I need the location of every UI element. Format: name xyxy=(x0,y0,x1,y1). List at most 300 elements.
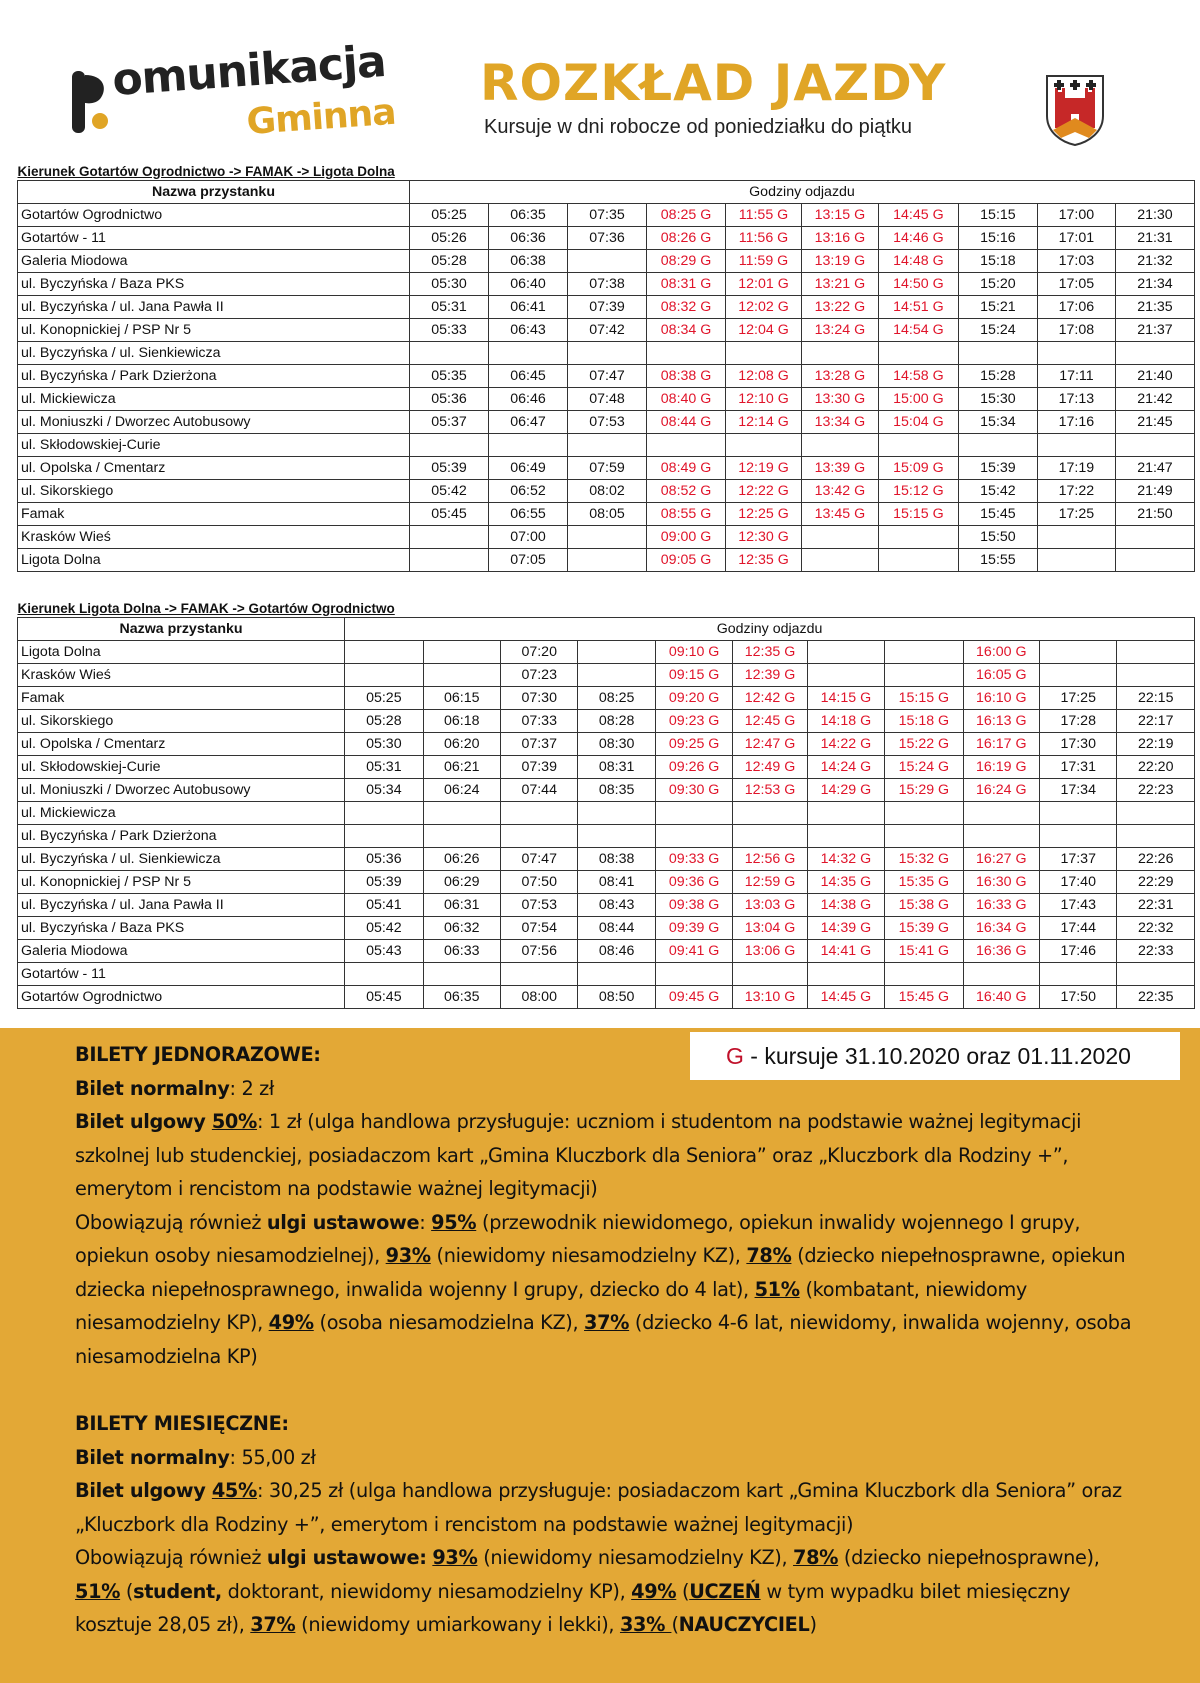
departure-time: 15:24 xyxy=(958,319,1037,342)
departure-time xyxy=(1040,664,1117,687)
departure-time: 13:21 G xyxy=(801,273,878,296)
stop-name: ul. Moniuszki / Dworzec Autobusowy xyxy=(18,411,410,434)
departure-time: 15:45 G xyxy=(885,986,963,1009)
departure-time: 05:31 xyxy=(409,296,488,319)
departure-time xyxy=(885,802,963,825)
departure-time xyxy=(1115,549,1194,572)
departure-time: 21:40 xyxy=(1115,365,1194,388)
departure-time: 12:47 G xyxy=(733,733,807,756)
departure-time: 09:38 G xyxy=(655,894,732,917)
departure-time: 17:25 xyxy=(1037,503,1115,526)
departure-time: 08:25 G xyxy=(647,204,726,227)
coat-of-arms-icon xyxy=(1045,74,1105,146)
departure-time: 22:35 xyxy=(1117,986,1195,1009)
departure-time: 14:18 G xyxy=(807,710,884,733)
departure-time: 22:32 xyxy=(1117,917,1195,940)
departure-time xyxy=(647,342,726,365)
departure-time: 08:05 xyxy=(568,503,647,526)
fares-text xyxy=(75,1038,1135,1642)
departure-time: 17:28 xyxy=(1040,710,1117,733)
departure-time: 09:26 G xyxy=(655,756,732,779)
stop-name: ul. Skłodowskiej-Curie xyxy=(18,434,410,457)
logo-word-gminna: Gminna xyxy=(245,91,397,143)
departure-time: 12:35 G xyxy=(733,641,807,664)
departure-time: 09:39 G xyxy=(655,917,732,940)
direction-row xyxy=(18,599,1195,618)
table-row xyxy=(18,457,1195,480)
departure-time xyxy=(963,825,1039,848)
departure-time: 16:27 G xyxy=(963,848,1039,871)
departure-time: 14:15 G xyxy=(807,687,884,710)
table-row xyxy=(18,365,1195,388)
departure-time: 08:34 G xyxy=(647,319,726,342)
departure-time: 15:55 xyxy=(958,549,1037,572)
departure-time: 12:10 G xyxy=(726,388,802,411)
departure-time: 06:15 xyxy=(423,687,500,710)
departure-time: 05:43 xyxy=(345,940,423,963)
departure-time: 05:25 xyxy=(409,204,488,227)
departure-time: 17:25 xyxy=(1040,687,1117,710)
table-row xyxy=(18,963,1195,986)
departure-time: 12:35 G xyxy=(726,549,802,572)
departure-time xyxy=(501,825,578,848)
departure-time: 21:47 xyxy=(1115,457,1194,480)
departure-time xyxy=(885,963,963,986)
departure-time: 08:40 G xyxy=(647,388,726,411)
departure-time: 15:29 G xyxy=(885,779,963,802)
departure-time xyxy=(578,825,655,848)
stop-name: ul. Opolska / Cmentarz xyxy=(18,733,345,756)
departure-time xyxy=(1037,434,1115,457)
departure-time: 09:33 G xyxy=(655,848,732,871)
departure-time xyxy=(807,802,884,825)
departure-time: 08:44 xyxy=(578,917,655,940)
departure-time: 17:00 xyxy=(1037,204,1115,227)
departure-time: 21:32 xyxy=(1115,250,1194,273)
departure-time: 13:28 G xyxy=(801,365,878,388)
departure-time: 22:19 xyxy=(1117,733,1195,756)
departure-time: 07:23 xyxy=(501,664,578,687)
g-marker: G xyxy=(726,1043,744,1069)
departure-time: 22:17 xyxy=(1117,710,1195,733)
departure-time: 14:29 G xyxy=(807,779,884,802)
departure-time: 15:15 G xyxy=(885,687,963,710)
single-statutory-line-1: Obowiązują również ulgi ustawowe: 95% (przewodnik niewidomego, opiekun inwalidy wojennego I grupy, xyxy=(75,1210,1081,1234)
departure-time: 15:24 G xyxy=(885,756,963,779)
departure-time: 17:40 xyxy=(1040,871,1117,894)
stop-name: Krasków Wieś xyxy=(18,664,345,687)
departure-time: 06:55 xyxy=(489,503,568,526)
departure-time xyxy=(807,825,884,848)
departure-time xyxy=(1117,664,1195,687)
stop-name: Famak xyxy=(18,503,410,526)
departure-time: 07:30 xyxy=(501,687,578,710)
header xyxy=(0,0,1200,158)
departure-time xyxy=(423,963,500,986)
departure-time: 15:45 xyxy=(958,503,1037,526)
departure-time: 16:19 G xyxy=(963,756,1039,779)
table-row xyxy=(18,204,1195,227)
departure-time: 15:00 G xyxy=(878,388,958,411)
departure-time: 06:40 xyxy=(489,273,568,296)
stop-name: Galeria Miodowa xyxy=(18,940,345,963)
departure-time: 06:52 xyxy=(489,480,568,503)
table-row xyxy=(18,250,1195,273)
departure-time xyxy=(578,802,655,825)
single-reduced-line-1: Bilet ulgowy 50%: 1 zł (ulga handlowa przysługuje: uczniom i studentom na podstawie ważnej legitymacji xyxy=(75,1110,1082,1133)
departure-time: 17:01 xyxy=(1037,227,1115,250)
departure-time: 07:42 xyxy=(568,319,647,342)
departure-time: 08:55 G xyxy=(647,503,726,526)
departure-time xyxy=(1037,549,1115,572)
departure-time: 05:35 xyxy=(409,365,488,388)
departure-time xyxy=(885,664,963,687)
departure-time: 15:50 xyxy=(958,526,1037,549)
departure-time xyxy=(1115,342,1194,365)
departure-time: 22:26 xyxy=(1117,848,1195,871)
departure-time: 05:26 xyxy=(409,227,488,250)
table-row xyxy=(18,687,1195,710)
table-row xyxy=(18,894,1195,917)
komunikacja-gminna-logo xyxy=(70,36,400,150)
table-row xyxy=(18,273,1195,296)
stop-name: Gotartów Ogrodnictwo xyxy=(18,204,410,227)
departure-time: 15:20 xyxy=(958,273,1037,296)
departure-time: 17:34 xyxy=(1040,779,1117,802)
departure-time: 17:05 xyxy=(1037,273,1115,296)
departure-time: 06:32 xyxy=(423,917,500,940)
departure-time: 13:34 G xyxy=(801,411,878,434)
departure-time: 16:10 G xyxy=(963,687,1039,710)
departure-time: 07:50 xyxy=(501,871,578,894)
departure-time: 12:59 G xyxy=(733,871,807,894)
departure-time xyxy=(807,641,884,664)
stop-name: Krasków Wieś xyxy=(18,526,410,549)
departure-time: 16:34 G xyxy=(963,917,1039,940)
single-statutory-line-4: niesamodzielny KP), 49% (osoba niesamodzielna KZ), 37% (dziecko 4-6 lat, niewidomy, inwalida wojenny, osoba xyxy=(75,1311,1132,1334)
departure-time: 05:39 xyxy=(345,871,423,894)
table-row xyxy=(18,779,1195,802)
departure-time xyxy=(958,342,1037,365)
table-row xyxy=(18,802,1195,825)
monthly-reduced-line-2: „Kluczbork dla Rodziny +”, emerytom i rencistom na podstawie ważnej legitymacji) xyxy=(75,1512,854,1536)
table-row xyxy=(18,503,1195,526)
departure-time xyxy=(655,802,732,825)
departure-time: 15:30 xyxy=(958,388,1037,411)
departure-time: 15:21 xyxy=(958,296,1037,319)
departure-time: 09:00 G xyxy=(647,526,726,549)
departure-time: 21:34 xyxy=(1115,273,1194,296)
departure-time: 14:45 G xyxy=(807,986,884,1009)
header-row xyxy=(18,618,1195,641)
departure-time xyxy=(878,434,958,457)
table-row xyxy=(18,480,1195,503)
departure-time: 14:58 G xyxy=(878,365,958,388)
table-row xyxy=(18,825,1195,848)
departure-time: 15:41 G xyxy=(885,940,963,963)
departure-time: 06:36 xyxy=(489,227,568,250)
departure-time: 09:15 G xyxy=(655,664,732,687)
departure-time: 12:39 G xyxy=(733,664,807,687)
timetable-direction-2 xyxy=(17,599,1195,1009)
departure-time xyxy=(1037,526,1115,549)
departure-time xyxy=(801,549,878,572)
departure-time: 11:59 G xyxy=(726,250,802,273)
departure-time: 06:26 xyxy=(423,848,500,871)
departure-time: 16:40 G xyxy=(963,986,1039,1009)
departure-time: 09:25 G xyxy=(655,733,732,756)
departure-time: 07:36 xyxy=(568,227,647,250)
stop-name: ul. Byczyńska / ul. Jana Pawła II xyxy=(18,894,345,917)
departure-time: 13:15 G xyxy=(801,204,878,227)
departure-time: 05:30 xyxy=(345,733,423,756)
departure-time: 21:37 xyxy=(1115,319,1194,342)
departure-time xyxy=(733,802,807,825)
departure-time xyxy=(885,641,963,664)
departure-time xyxy=(807,664,884,687)
table-row xyxy=(18,411,1195,434)
departure-time xyxy=(1040,802,1117,825)
stop-name: ul. Byczyńska / ul. Sienkiewicza xyxy=(18,848,345,871)
departure-time xyxy=(345,825,423,848)
departure-time: 22:33 xyxy=(1117,940,1195,963)
departure-time xyxy=(1040,641,1117,664)
departure-time: 14:48 G xyxy=(878,250,958,273)
departure-time: 14:22 G xyxy=(807,733,884,756)
departure-time: 12:25 G xyxy=(726,503,802,526)
departure-time: 16:36 G xyxy=(963,940,1039,963)
stop-name: Gotartów - 11 xyxy=(18,227,410,250)
departure-time xyxy=(409,434,488,457)
single-reduced-line-2: szkolnej lub studenckiej, posiadaczom kart „Gmina Kluczbork dla Seniora” oraz „Kluczbork dla Rodziny +”, xyxy=(75,1143,1069,1167)
departure-time: 06:46 xyxy=(489,388,568,411)
departure-time: 09:05 G xyxy=(647,549,726,572)
departure-time: 13:19 G xyxy=(801,250,878,273)
departure-time xyxy=(568,526,647,549)
departure-time: 12:19 G xyxy=(726,457,802,480)
departure-time: 15:38 G xyxy=(885,894,963,917)
departure-time: 07:38 xyxy=(568,273,647,296)
departure-time: 15:12 G xyxy=(878,480,958,503)
departure-time xyxy=(1115,526,1194,549)
departure-time: 07:20 xyxy=(501,641,578,664)
departure-time: 14:35 G xyxy=(807,871,884,894)
departure-time: 07:59 xyxy=(568,457,647,480)
departure-time: 21:49 xyxy=(1115,480,1194,503)
departure-time: 22:15 xyxy=(1117,687,1195,710)
departure-time: 05:25 xyxy=(345,687,423,710)
monthly-statutory-line-1: Obowiązują również ulgi ustawowe: 93% (niewidomy niesamodzielny KZ), 78% (dziecko niepełnosprawne), xyxy=(75,1546,1100,1569)
departure-time: 15:18 G xyxy=(885,710,963,733)
departure-time xyxy=(1117,963,1195,986)
departure-time: 09:23 G xyxy=(655,710,732,733)
departure-time xyxy=(501,963,578,986)
departure-time: 17:30 xyxy=(1040,733,1117,756)
departure-time xyxy=(878,342,958,365)
departure-time: 15:16 xyxy=(958,227,1037,250)
departure-time xyxy=(733,963,807,986)
departure-time: 07:44 xyxy=(501,779,578,802)
times-column-header: Godziny odjazdu xyxy=(345,618,1195,641)
departure-time: 13:06 G xyxy=(733,940,807,963)
stop-name: ul. Konopnickiej / PSP Nr 5 xyxy=(18,871,345,894)
single-statutory-line-2: opiekun osoby niesamodzielnej), 93% (niewidomy niesamodzielny KZ), 78% (dziecko niepełnosprawne, opiekun xyxy=(75,1244,1126,1267)
stop-name: ul. Byczyńska / Park Dzierżona xyxy=(18,825,345,848)
departure-time xyxy=(409,549,488,572)
departure-time: 08:00 xyxy=(501,986,578,1009)
departure-time: 05:30 xyxy=(409,273,488,296)
direction-label: Kierunek Gotartów Ogrodnictwo -> FAMAK -> Ligota Dolna xyxy=(17,163,395,179)
table-row xyxy=(18,227,1195,250)
departure-time: 17:37 xyxy=(1040,848,1117,871)
departure-time: 12:14 G xyxy=(726,411,802,434)
single-statutory-line-3: dziecka niepełnosprawnego, inwalida wojenny I grupy, dziecko do 4 lat), 51% (kombatant, niewidomy xyxy=(75,1277,1027,1301)
departure-time: 05:31 xyxy=(345,756,423,779)
departure-time: 14:46 G xyxy=(878,227,958,250)
departure-time: 07:47 xyxy=(501,848,578,871)
departure-time: 17:22 xyxy=(1037,480,1115,503)
departure-time: 17:06 xyxy=(1037,296,1115,319)
departure-time xyxy=(807,963,884,986)
departure-time: 16:24 G xyxy=(963,779,1039,802)
stop-name: Ligota Dolna xyxy=(18,549,410,572)
departure-time: 08:31 G xyxy=(647,273,726,296)
table-row xyxy=(18,296,1195,319)
g-legend-text: - kursuje 31.10.2020 oraz 01.11.2020 xyxy=(743,1043,1131,1069)
stop-name: ul. Byczyńska / Baza PKS xyxy=(18,917,345,940)
table-row xyxy=(18,342,1195,365)
departure-time: 15:04 G xyxy=(878,411,958,434)
departure-time: 14:41 G xyxy=(807,940,884,963)
departure-time: 16:17 G xyxy=(963,733,1039,756)
departure-time: 14:38 G xyxy=(807,894,884,917)
departure-time: 05:37 xyxy=(409,411,488,434)
departure-time: 22:23 xyxy=(1117,779,1195,802)
departure-time: 13:30 G xyxy=(801,388,878,411)
departure-time: 15:42 xyxy=(958,480,1037,503)
departure-time: 15:34 xyxy=(958,411,1037,434)
stop-name: ul. Sikorskiego xyxy=(18,480,410,503)
departure-time xyxy=(1040,963,1117,986)
departure-time: 13:03 G xyxy=(733,894,807,917)
departure-time: 05:34 xyxy=(345,779,423,802)
departure-time: 17:44 xyxy=(1040,917,1117,940)
stop-name: Famak xyxy=(18,687,345,710)
departure-time: 21:45 xyxy=(1115,411,1194,434)
departure-time: 06:49 xyxy=(489,457,568,480)
departure-time: 13:39 G xyxy=(801,457,878,480)
departure-time: 14:50 G xyxy=(878,273,958,296)
departure-time: 08:30 xyxy=(578,733,655,756)
departure-time: 13:22 G xyxy=(801,296,878,319)
table-row xyxy=(18,940,1195,963)
departure-time: 14:39 G xyxy=(807,917,884,940)
departure-time: 12:53 G xyxy=(733,779,807,802)
stop-column-header: Nazwa przystanku xyxy=(18,181,410,204)
departure-time: 17:31 xyxy=(1040,756,1117,779)
table-row xyxy=(18,986,1195,1009)
departure-time: 13:45 G xyxy=(801,503,878,526)
departure-time: 05:39 xyxy=(409,457,488,480)
departure-time: 07:00 xyxy=(489,526,568,549)
departure-time: 15:28 xyxy=(958,365,1037,388)
departure-time: 06:41 xyxy=(489,296,568,319)
departure-time: 12:42 G xyxy=(733,687,807,710)
departure-time xyxy=(801,434,878,457)
departure-time: 06:20 xyxy=(423,733,500,756)
stop-name: ul. Mickiewicza xyxy=(18,388,410,411)
departure-time: 05:42 xyxy=(409,480,488,503)
direction-label: Kierunek Ligota Dolna -> FAMAK -> Gotartów Ogrodnictwo xyxy=(17,600,395,616)
table-row xyxy=(18,710,1195,733)
departure-time: 22:29 xyxy=(1117,871,1195,894)
departure-time: 08:02 xyxy=(568,480,647,503)
departure-time xyxy=(423,641,500,664)
departure-time xyxy=(1117,802,1195,825)
timetable-direction-1 xyxy=(17,162,1195,572)
departure-time xyxy=(878,526,958,549)
departure-time: 17:19 xyxy=(1037,457,1115,480)
departure-time: 14:51 G xyxy=(878,296,958,319)
monthly-reduced-line-1: Bilet ulgowy 45%: 30,25 zł (ulga handlowa przysługuje: posiadaczom kart „Gmina Kluczbork dla Seniora” oraz xyxy=(75,1479,1122,1502)
departure-time: 06:35 xyxy=(423,986,500,1009)
direction-row xyxy=(18,162,1195,181)
departure-time xyxy=(655,825,732,848)
header-row xyxy=(18,181,1195,204)
departure-time: 12:56 G xyxy=(733,848,807,871)
departure-time: 17:50 xyxy=(1040,986,1117,1009)
departure-time: 08:28 xyxy=(578,710,655,733)
departure-time: 17:13 xyxy=(1037,388,1115,411)
departure-time: 05:42 xyxy=(345,917,423,940)
departure-time xyxy=(1117,641,1195,664)
departure-time: 07:47 xyxy=(568,365,647,388)
departure-time: 08:38 G xyxy=(647,365,726,388)
departure-time: 07:33 xyxy=(501,710,578,733)
departure-time xyxy=(568,434,647,457)
departure-time: 12:30 G xyxy=(726,526,802,549)
departure-time xyxy=(655,963,732,986)
departure-time: 06:38 xyxy=(489,250,568,273)
departure-time: 11:56 G xyxy=(726,227,802,250)
departure-time: 22:31 xyxy=(1117,894,1195,917)
departure-time: 17:03 xyxy=(1037,250,1115,273)
table-row xyxy=(18,319,1195,342)
single-normal-line: Bilet normalny: 2 zł xyxy=(75,1076,275,1100)
departure-time: 08:35 xyxy=(578,779,655,802)
stop-name: ul. Sikorskiego xyxy=(18,710,345,733)
departure-time: 09:45 G xyxy=(655,986,732,1009)
stop-name: ul. Mickiewicza xyxy=(18,802,345,825)
departure-time: 05:36 xyxy=(409,388,488,411)
table-row xyxy=(18,733,1195,756)
departure-time: 14:45 G xyxy=(878,204,958,227)
departure-time xyxy=(963,802,1039,825)
departure-time: 08:46 xyxy=(578,940,655,963)
departure-time xyxy=(568,342,647,365)
stop-name: ul. Skłodowskiej-Curie xyxy=(18,756,345,779)
departure-time: 06:43 xyxy=(489,319,568,342)
departure-time: 14:32 G xyxy=(807,848,884,871)
departure-time xyxy=(801,526,878,549)
departure-time: 05:41 xyxy=(345,894,423,917)
single-statutory-line-5: niesamodzielna KP) xyxy=(75,1344,258,1368)
departure-time: 09:36 G xyxy=(655,871,732,894)
departure-time: 07:37 xyxy=(501,733,578,756)
departure-time xyxy=(578,641,655,664)
departure-time: 05:33 xyxy=(409,319,488,342)
departure-time: 08:29 G xyxy=(647,250,726,273)
